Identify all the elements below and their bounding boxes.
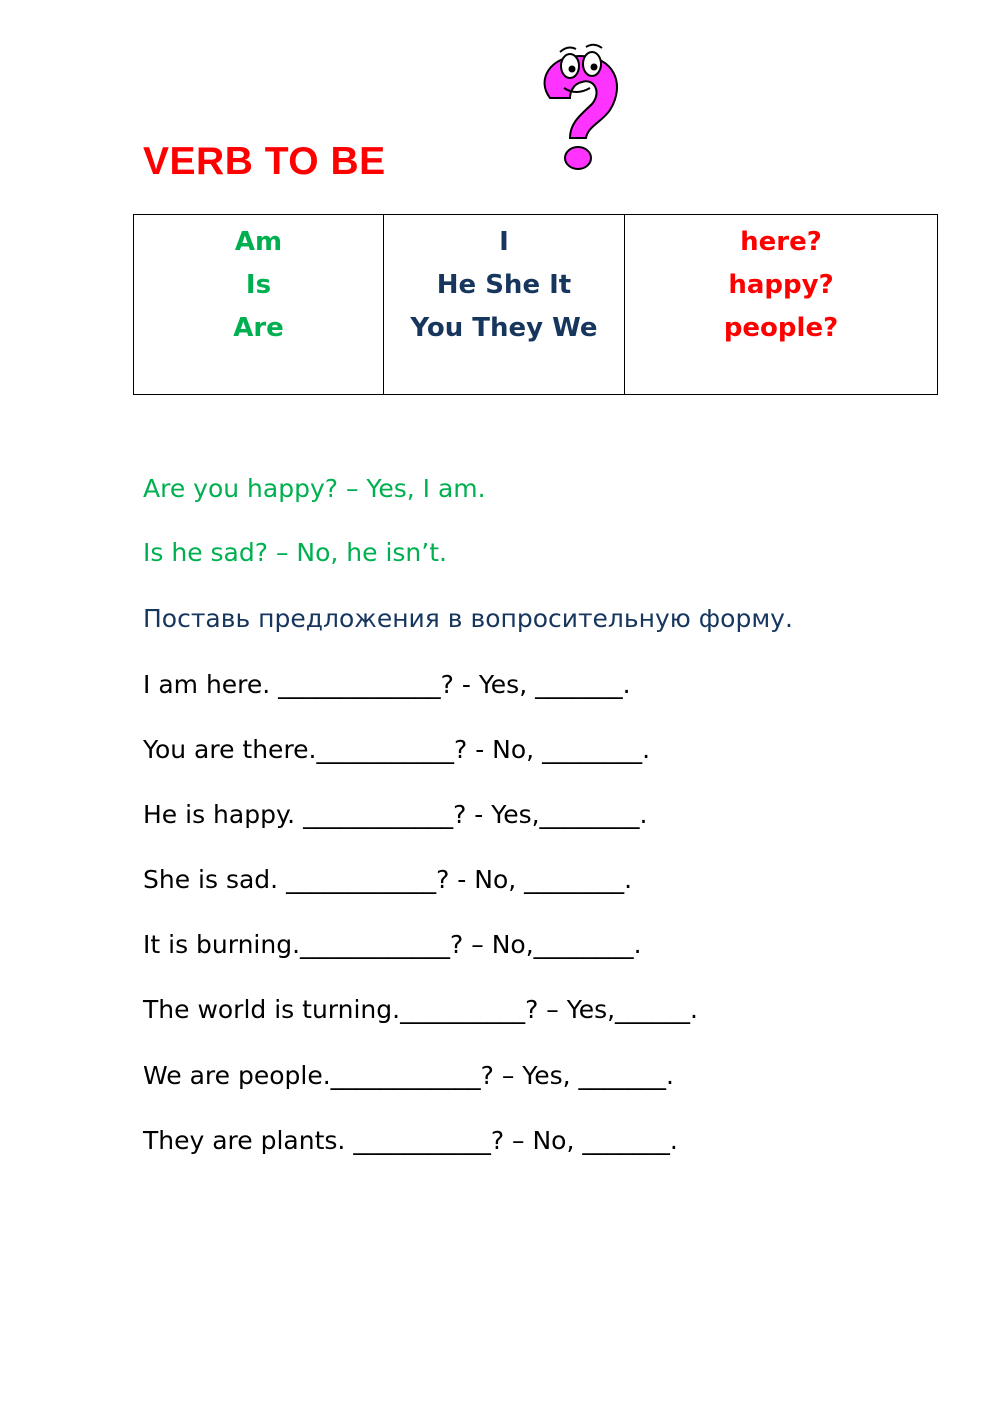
exercise-line: I am here. _____________? - Yes, _______. (143, 670, 631, 699)
grammar-table (133, 214, 938, 395)
example-sentence: Are you happy? – Yes, I am. (143, 474, 486, 503)
left-eye (561, 54, 579, 78)
pronouns-cell (384, 215, 625, 395)
instruction-text: Поставь предложения в вопросительную форму. (143, 604, 793, 633)
word-item: happy? (728, 270, 834, 300)
pronoun-item: You They We (410, 313, 598, 343)
verbs-cell (134, 215, 384, 395)
exercise-line: They are plants. ___________? – No, _______. (143, 1126, 678, 1155)
words-cell (625, 215, 938, 395)
verb-item: Am (234, 227, 283, 257)
grammar-table-row (134, 215, 938, 395)
question-mark-body (545, 56, 617, 138)
pronoun-item: I (499, 227, 509, 257)
verb-item: Is (245, 270, 272, 300)
example-sentence: Is he sad? – No, he isn’t. (143, 538, 447, 567)
exercise-line: We are people.____________? – Yes, _______. (143, 1061, 675, 1090)
word-item: people? (723, 313, 839, 343)
exercise-line: He is happy. ____________? - Yes,________. (143, 800, 648, 829)
right-brow (586, 45, 602, 48)
exercise-line: You are there.___________? - No, ________. (143, 735, 651, 764)
worksheet-title: VERB TO BE (143, 140, 386, 183)
pronoun-item: He She It (436, 270, 572, 300)
question-mark-dot (565, 147, 591, 169)
exercise-line: She is sad. ____________? - No, ________. (143, 865, 633, 894)
question-mark-character-icon (530, 36, 630, 176)
exercise-line: The world is turning.__________? – Yes,______. (143, 995, 698, 1024)
right-eye (583, 52, 601, 76)
verb-item: Are (233, 313, 284, 343)
right-pupil (591, 64, 598, 71)
exercise-line: It is burning.____________? – No,________. (143, 930, 642, 959)
left-brow (560, 48, 576, 52)
word-item: here? (740, 227, 822, 257)
left-pupil (569, 66, 576, 73)
